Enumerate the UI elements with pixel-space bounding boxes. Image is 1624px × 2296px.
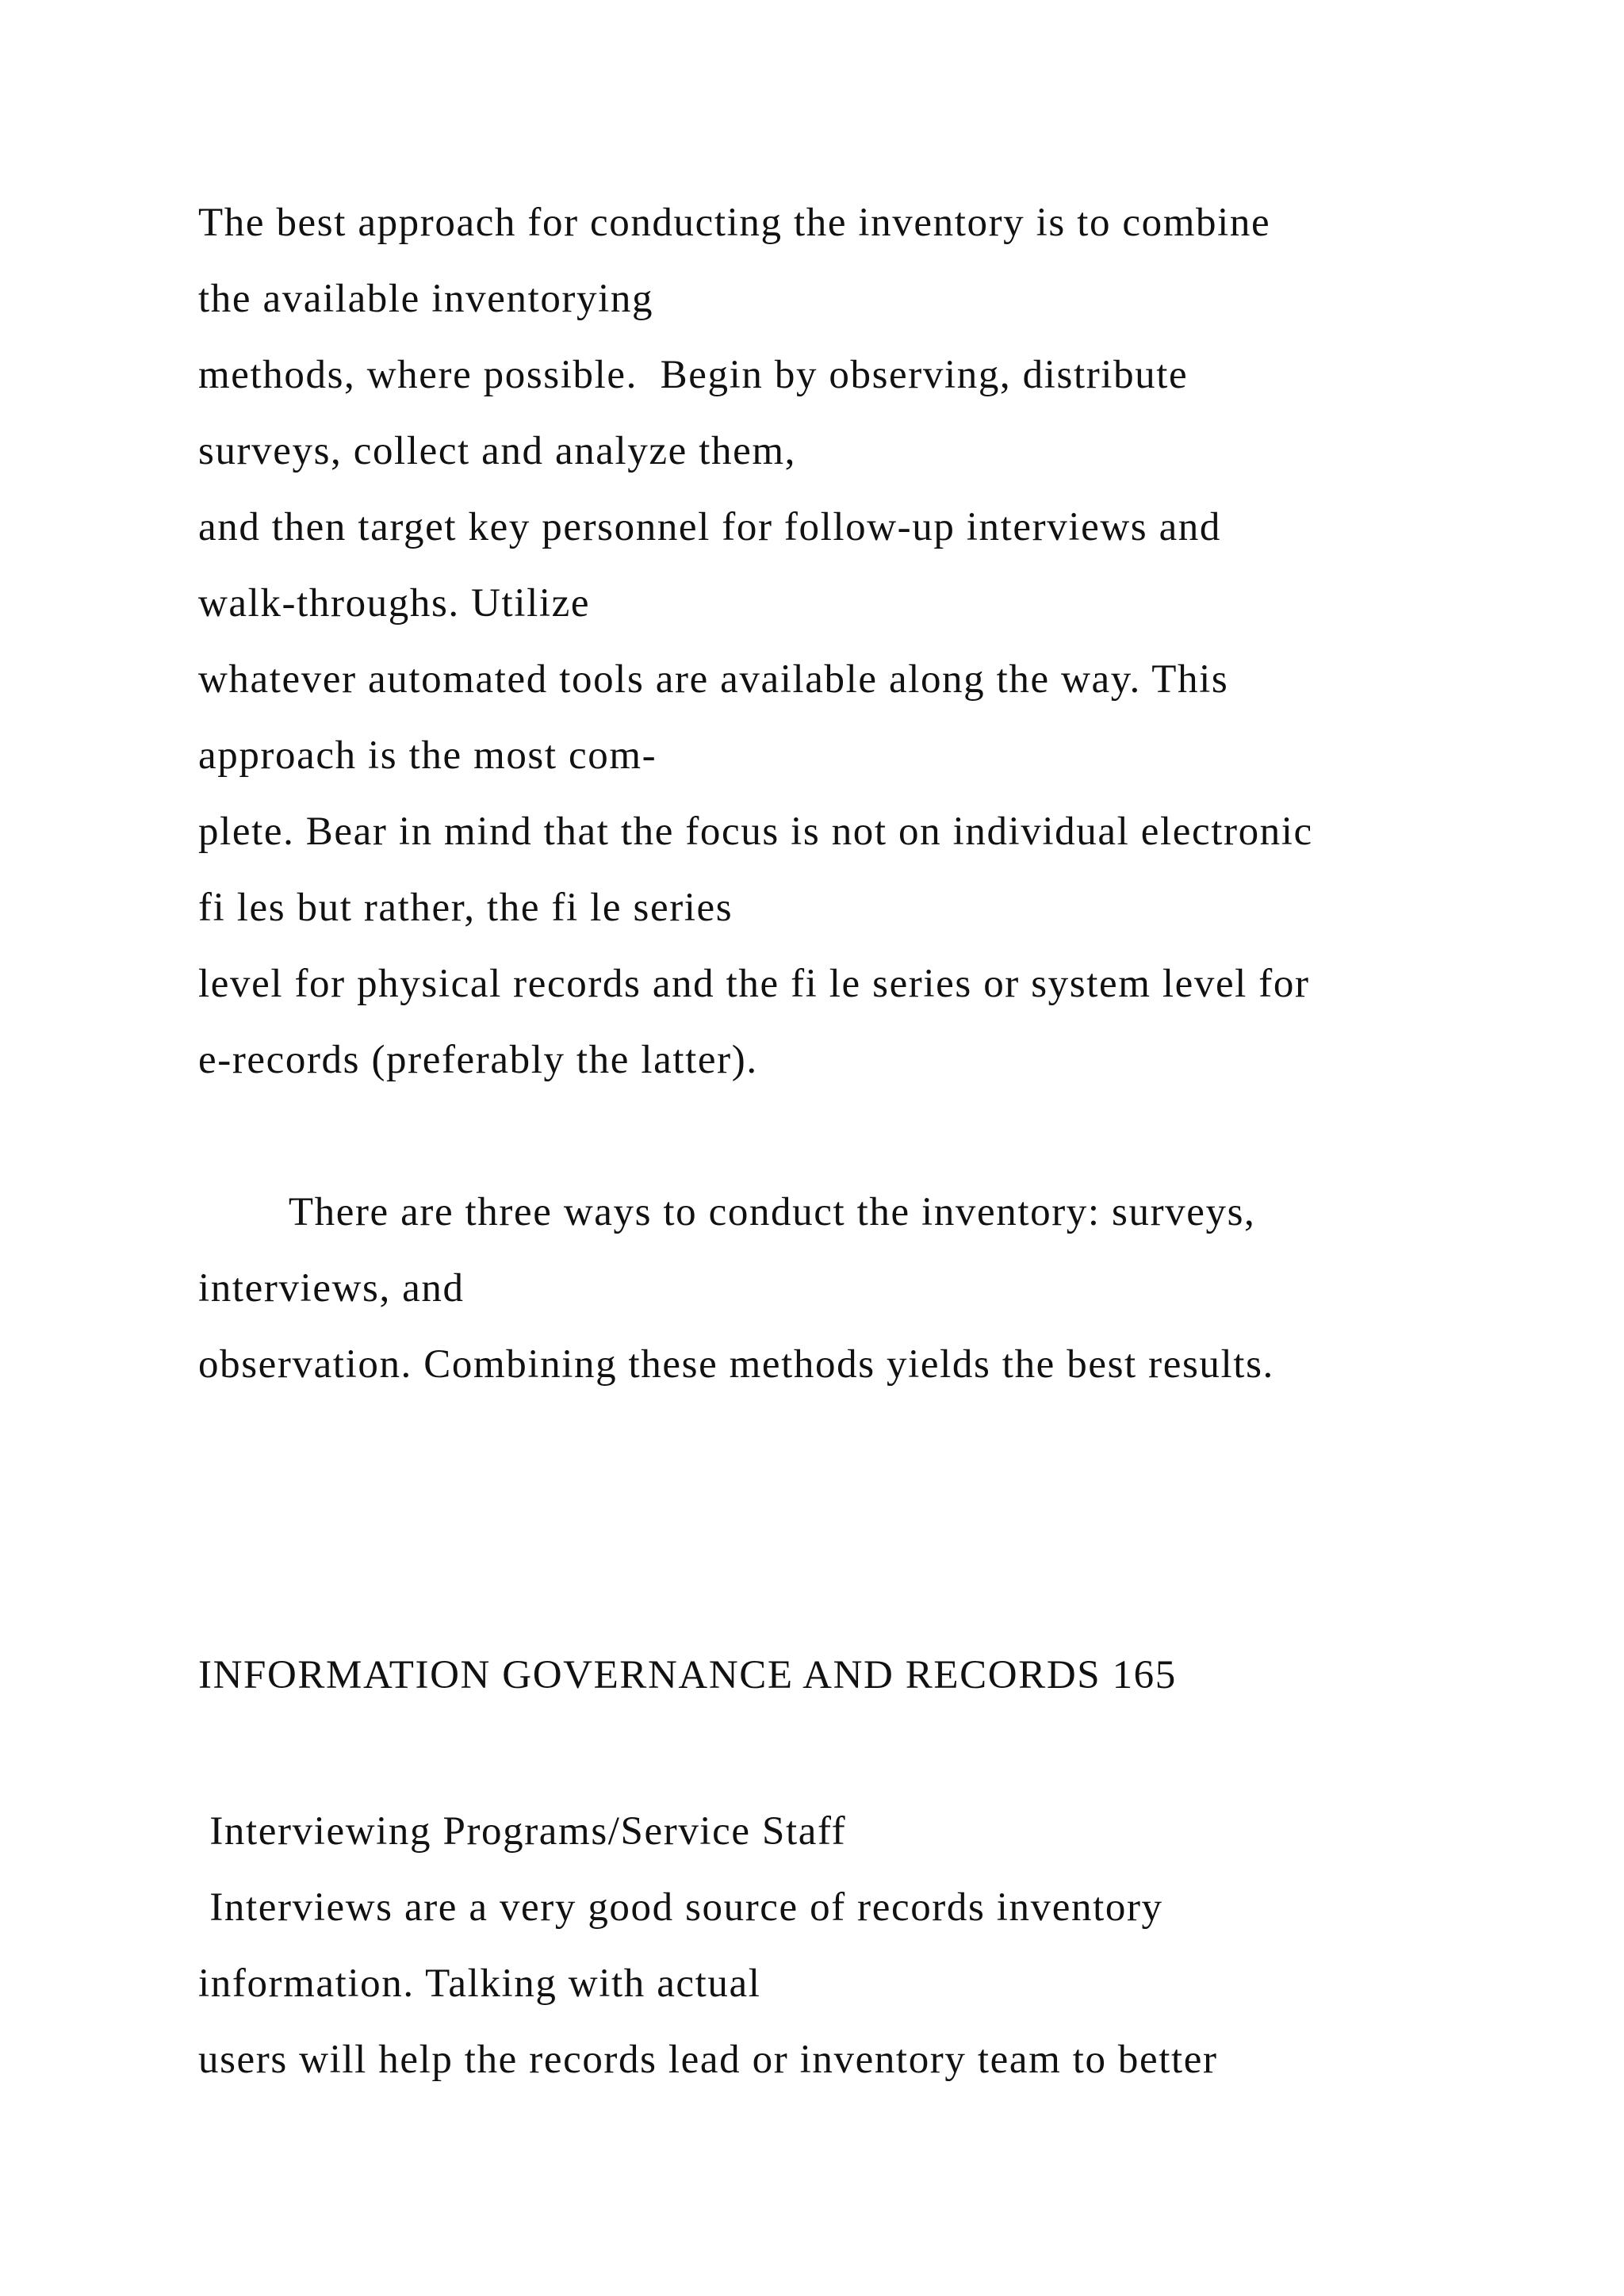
text-line: interviews, and xyxy=(198,1266,465,1311)
text-line: level for physical records and the fi le series or system level for xyxy=(198,962,1310,1006)
text-line: walk-throughs. Utilize xyxy=(198,581,591,626)
text-line: information. Talking with actual xyxy=(198,1961,761,2006)
text-line: users will help the records lead or inventory team to better xyxy=(198,2038,1218,2082)
text-line: methods, where possible. Begin by observing, distribute xyxy=(198,353,1189,397)
text-line: approach is the most com- xyxy=(198,733,657,778)
text-line: the available inventorying xyxy=(198,277,654,321)
text-line: Interviews are a very good source of records inventory xyxy=(198,1885,1163,1930)
text-line: fi les but rather, the fi le series xyxy=(198,886,733,930)
text-line: plete. Bear in mind that the focus is not on individual electronic xyxy=(198,809,1313,854)
section-header: INFORMATION GOVERNANCE AND RECORDS 165 xyxy=(198,1653,1177,1697)
text-line: There are three ways to conduct the inventory: surveys, xyxy=(198,1190,1256,1234)
text-line: e-records (preferably the latter). xyxy=(198,1038,758,1082)
text-line: and then target key personnel for follow-up interviews and xyxy=(198,505,1222,549)
text-line: whatever automated tools are available along the way. This xyxy=(198,657,1229,702)
text-line: surveys, collect and analyze them, xyxy=(198,429,796,473)
subsection-title: Interviewing Programs/Service Staff xyxy=(198,1809,847,1854)
text-line: observation. Combining these methods yields the best results. xyxy=(198,1342,1274,1387)
text-line: The best approach for conducting the inventory is to combine xyxy=(198,201,1271,245)
